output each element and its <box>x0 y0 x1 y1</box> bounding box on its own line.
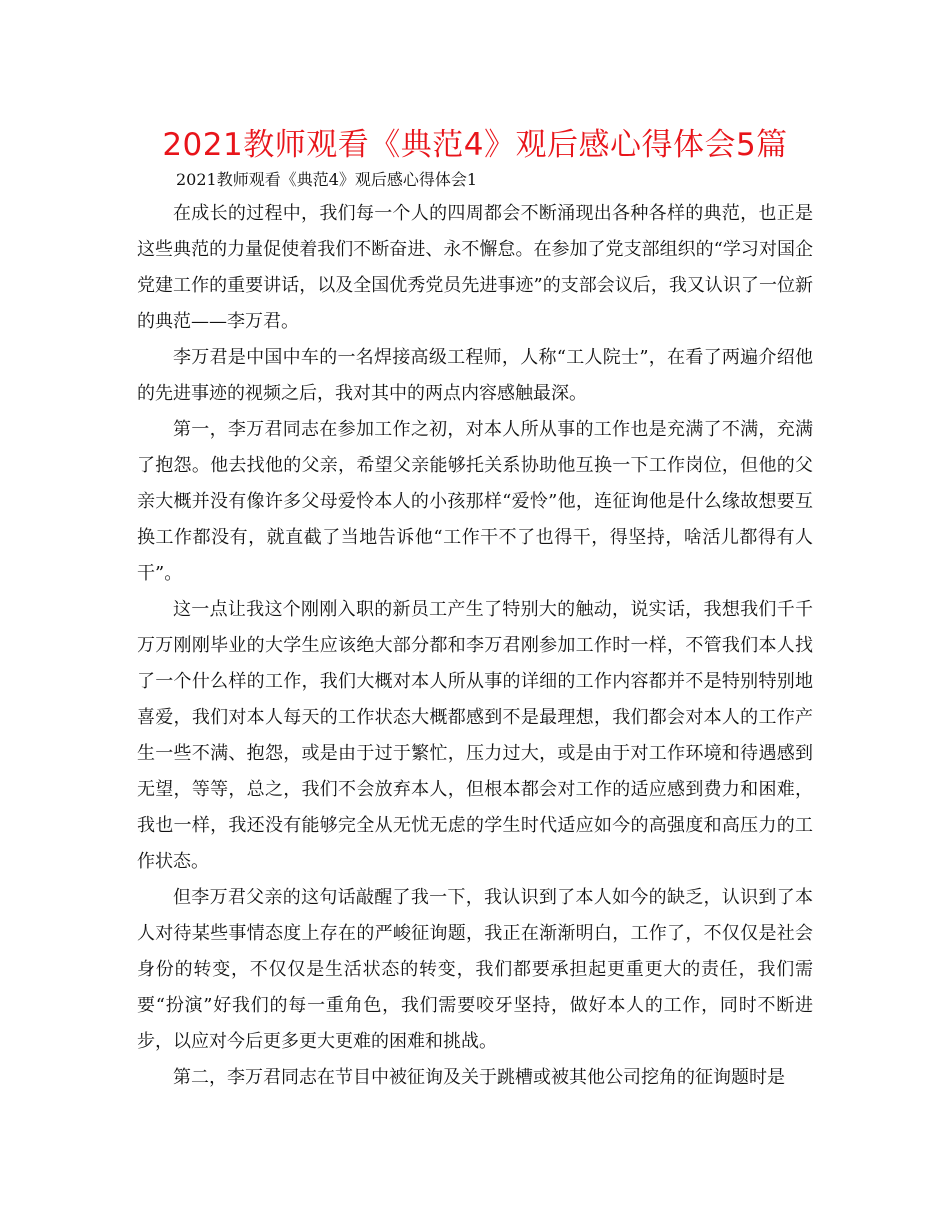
document-title: 2021教师观看《典范4》观后感心得体会5篇 <box>162 127 788 163</box>
paragraph: 李万君是中国中车的一名焊接高级工程师，人称“工人院士”，在看了两遍介绍他的先进事迹的视频之后，我对其中的两点内容感触最深。 <box>137 347 813 404</box>
paragraph: 在成长的过程中，我们每一个人的四周都会不断涌现出各种各样的典范，也正是这些典范的力量促使着我们不断奋进、永不懈怠。在参加了党支部组织的“学习对国企党建工作的重要讲话，以及全国优秀党员先进事迹”的支部会议后，我又认识了一位新的典范——李万君。 <box>137 203 813 332</box>
paragraph: 第二，李万君同志在节目中被征询及关于跳槽或被其他公司挖角的征询题时是 <box>173 1067 785 1088</box>
paragraph: 但李万君父亲的这句话敲醒了我一下，我认识到了本人如今的缺乏，认识到了本人对待某些事情态度上存在的严峻征询题，我正在渐渐明白，工作了，不仅仅是社会身份的转变，不仅仅是生活状态的转变，我们都要承担起更重更大的责任，我们需要“扮演”好我们的每一重角色，我们需要咬牙坚持，做好本人的工作，同时不断进步，以应对今后更多更大更难的困难和挑战。 <box>137 887 813 1052</box>
document-body <box>137 164 813 1096</box>
section-heading: 2021教师观看《典范4》观后感心得体会1 <box>176 170 478 189</box>
paragraph: 第一，李万君同志在参加工作之初，对本人所从事的工作也是充满了不满，充满了抱怨。他去找他的父亲，希望父亲能够托关系协助他互换一下工作岗位，但他的父亲大概并没有像许多父母爱怜本人的小孩那样“爱怜”他，连征询他是什么缘故想要互换工作都没有，就直截了当地告诉他“工作干不了也得干，得坚持，啥活儿都得有人干”。 <box>137 419 813 584</box>
paragraph: 这一点让我这个刚刚入职的新员工产生了特别大的触动，说实话，我想我们千千万万刚刚毕业的大学生应该绝大部分都和李万君刚参加工作时一样，不管我们本人找了一个什么样的工作，我们大概对本人所从事的详细的工作内容都并不是特别特别地喜爱，我们对本人每天的工作状态大概都感到不是最理想，我们都会对本人的工作产生一些不满、抱怨，或是由于过于繁忙，压力过大，或是由于对工作环境和待遇感到无望，等等，总之，我们不会放弃本人，但根本都会对工作的适应感到费力和困难，我也一样，我还没有能够完全从无忧无虑的学生时代适应如今的高强度和高压力的工作状态。 <box>137 599 813 872</box>
